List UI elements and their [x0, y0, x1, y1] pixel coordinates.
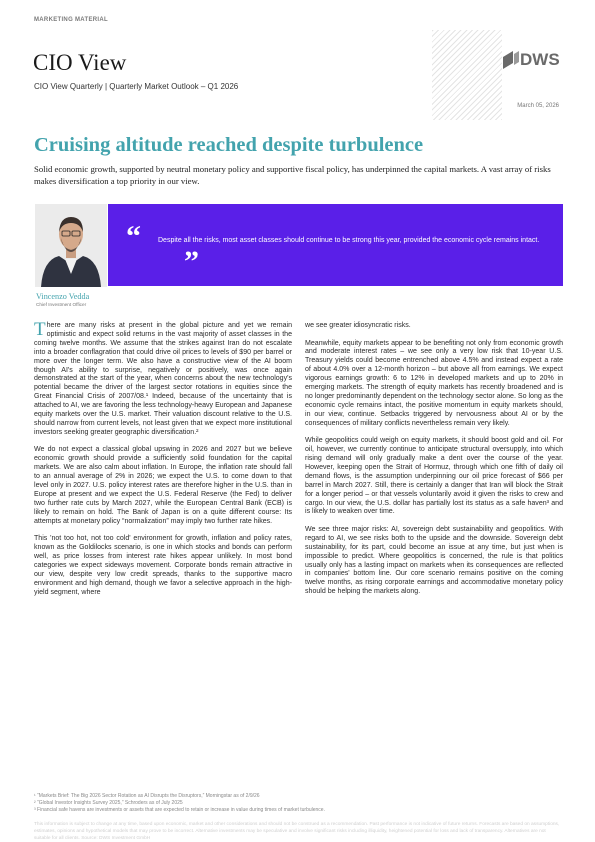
article-column-left [34, 319, 292, 606]
article-column-right [305, 322, 563, 606]
footnote: ¹ “Markets Brief: The Big 2026 Sector Rotation as AI Disrupts the Disruptors,” Morningstar as of 2/9/26 [34, 793, 260, 799]
paragraph: This 'not too hot, not too cold' environment for growth, inflation and policy rates, known as the Goldilocks scenario, is one in which stocks and bonds can perform well, as price losses from interest rate hikes appear unlikely. In most bond categories we expect sideways movement. Corporate bonds remain attractive in our view, despite very low credit spreads, thanks to the supportive macro environment and high demand, though we favor a selective approach in the high-yield segment, where [34, 535, 292, 596]
footnotes [34, 793, 562, 814]
paragraph: we see greater idiosyncratic risks. [305, 322, 411, 329]
decorative-hatch-pattern [432, 30, 502, 120]
paragraph [34, 319, 292, 438]
article-intro: Solid economic growth, supported by neutral monetary policy and supportive fiscal policy, has underpinned the capital markets. A vast array of risks makes diversification a top priority in our view. [34, 164, 551, 186]
author-name: Vincenzo Vedda [36, 292, 90, 301]
publication-date: March 05, 2026 [517, 103, 559, 109]
page-subtitle: CIO View Quarterly | Quarterly Market Outlook – Q1 2026 [34, 82, 239, 91]
quote-close-icon: ” [184, 245, 199, 278]
disclaimer: This information is subject to change at any time, based upon economic, market and other considerations and should not be construed as a recommendation. Past performance is not indicative of future returns. Forecasts are based on assumptions, estimates, opinions and hypothetical models that may prove to be incorrect. Alternative investments may be speculative and involve significant risks including illiquidity, heightened potential for loss and lack of transparency. Alternatives are not suitable for all clients. Source: DWS Investment GmbH [34, 822, 560, 841]
article-headline: Cruising altitude reached despite turbulence [34, 134, 424, 156]
paragraph-text: here are many risks at present in the global picture and yet we remain optimistic and expect solid returns in the vast majority of asset classes in the coming twelve months. We assume that the strikes against Iran do not escalate into a broader conflagration that could drive oil prices to levels of $90 per barrel or more over the longer term. We also have a constructive view of the AI boom though AI's ability to surprise, negatively or positively, was once again demonstrated at the start of the year, when concerns about the new technology's potential became the driver of the largest sector rotations in equities since the Great Financial Crisis of 2007/08.¹ Indeed, because of the uncertainty that is attached to AI, we are favoring the less technology-heavy European and Japanese equity markets over the U.S. market. Their valuation discount relative to the U.S. should narrow from current levels, not least given that we expect more institutional investors seeking greater geographic diversification.² [34, 322, 292, 436]
paragraph: While geopolitics could weigh on equity markets, it should boost gold and oil. For oil, however, we currently continue to anticipate structural oversupply, into which rising demand will only gradually make a dent over the course of the year. However, keeping open the Strait of Hormuz, through which one fifth of daily oil demand flows, is the assumption underpinning our oil price forecast of $66 per barrel in March 2027. Still, there is certainly a danger that Iran will block the Strait for a longer period – or that vessels voluntarily avoid it given the risks to crew and cargo. In our view, the U.S. dollar has partially lost its status as a safe haven³ and is likely to weaken over time. [305, 437, 563, 516]
marketing-tag: MARKETING MATERIAL [34, 17, 108, 23]
page-title: CIO View [33, 50, 127, 75]
pull-quote [108, 204, 563, 286]
drop-cap: T [34, 319, 46, 340]
pull-quote-text: Despite all the risks, most asset classes should continue to be strong this year, provided the economic cycle remains intact. [158, 237, 540, 244]
dws-logo [503, 49, 563, 73]
dws-logo-icon [503, 51, 519, 69]
paragraph: We see three major risks: AI, sovereign debt sustainability and geopolitics. With regard to AI, we see risks both to the upside and the downside. Sovereign debt sustainability, for its part, could become an issue at any time, but just when is impossible to predict. Where geopolitics is concerned, the rule is that politics usually only has a lasting impact on markets when its consequences are reflected in companies' bottom line. Our core scenario remains positive on the coming twelve months, as rising corporate earnings and accommodative monetary policy should be helping the markets along. [305, 525, 563, 596]
logo-wordmark: DWS [520, 50, 560, 69]
quote-open-icon: “ [126, 220, 141, 253]
footnote: ² “Global Investor Insights Survey 2025,” Schroders as of July 2025 [34, 800, 183, 806]
paragraph: We do not expect a classical global upswing in 2026 and 2027 but we believe economic growth should provide a sufficiently solid foundation for the capital markets. We are also calm about inflation. In Europe, the inflation rate should fall to an annual average of 2% in 2026; we expect the U.S. to come down to that level only in 2027. U.S. policy interest rates are therefore higher in the U.S. than in Europe at present and we expect the U.S. Federal Reserve (the Fed) to deliver two further rate cuts by March 2027, while the European Central Bank (ECB) is likely to remain on hold. The Bank of Japan is on a quite different course: Its attempts at monetary policy “normalization” may imply two further rate hikes. [34, 446, 292, 525]
author-photo [35, 204, 107, 287]
footnote: ³ Financial safe havens are investments or assets that are expected to retain or increase in value during times of market turbulence. [34, 807, 325, 813]
paragraph: Meanwhile, equity markets appear to be benefiting not only from economic growth and moderate interest rates – we see only a very low risk that 10-year U.S. Treasury yields could become entrenched above 4.5% and instead expect a rate of about 4.0% over a 12-month horizon – but above all from earnings. We expect vigorous earnings growth: 6 to 12% in developed markets and up to 20% in emerging markets. The strength of equity markets has recently broadened and is no longer predominantly dependent on the technology sector alone. So long as the economic cycle remains intact, the positive momentum in equity markets should, in our view, continue. Setbacks triggered by nervousness about AI or by the consequences of military conflicts nevertheless remain very likely. [305, 339, 563, 427]
author-role: Chief Investment Officer [36, 302, 87, 307]
